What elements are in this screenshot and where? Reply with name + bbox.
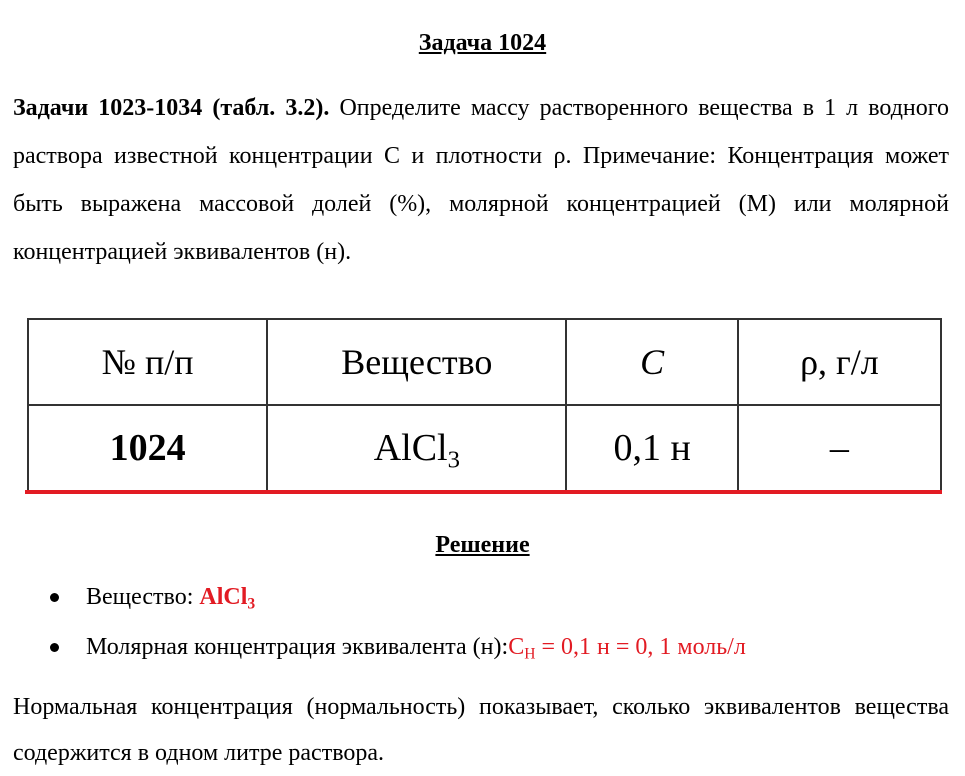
cell-substance [267,405,566,491]
problem-text: Определите массу растворенного вещества в 1 л водного раствора известной концентрации С и плотности ρ. Примечание: Концентрация может быть выражена массовой долей (%), молярной концентрацией (М) или молярной концентрацией эквивалентов (н). [13,95,950,265]
table-row [28,405,941,491]
bullet-label: Молярная концентрация эквивалента (н): [86,634,509,660]
bullet-label: Вещество: [86,584,200,610]
problem-title: Задача 1024 [418,30,547,56]
header-concentration: C [566,319,737,405]
solution-title: Решение [435,532,530,558]
explanation-paragraph: Нормальная концентрация (нормальность) показывает, сколько эквивалентов вещества содержится в одном литре раствора. [13,694,949,766]
cell-substance-formula: AlCl [373,427,448,469]
data-table [27,318,942,492]
solution-bullets [50,572,746,672]
bullet-icon [50,593,59,602]
problem-label: Задачи 1023-1034 (табл. 3.2). [13,95,330,121]
table-header-row [28,319,941,405]
cell-concentration: 0,1 н [566,405,737,491]
substance-value: AlCl$_3$ [199,584,256,613]
header-substance: Вещество [267,319,566,405]
cell-density: – [738,405,941,491]
list-item [50,622,746,672]
list-item [50,572,746,622]
header-number: № п/п [28,319,267,405]
bullet-icon [50,643,59,652]
concentration-value: $C_Н = 0,1$ н = 0, 1 моль/л [508,634,746,663]
header-density: ρ, г/л [738,319,941,405]
cell-number: 1024 [28,405,267,491]
problem-statement [13,84,949,276]
red-underline [25,490,942,494]
cell-substance-subscript: 3 [447,446,460,474]
